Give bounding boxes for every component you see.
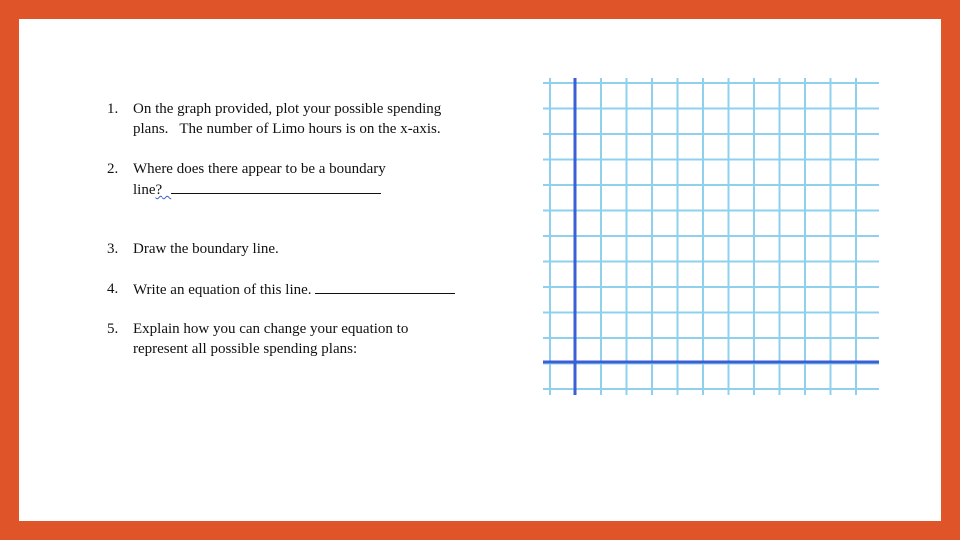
question-line: Write an equation of this line. [133,282,312,298]
question-number: 2. [107,161,119,177]
coordinate-grid[interactable] [543,78,879,395]
spellcheck-mark: ? [155,182,163,198]
question-line: On the graph provided, plot your possible spending [133,101,442,117]
question-line: plans. The number of Limo hours is on the x-axis. [133,121,441,137]
question-number: 1. [107,101,119,117]
question-text [133,99,513,139]
question-text [133,279,513,300]
question-number: 3. [107,241,119,257]
question-line [133,179,513,200]
spellcheck-squiggle [162,182,171,198]
answer-blank[interactable] [171,179,381,194]
question-text [133,319,513,359]
question-line: Explain how you can change your equation to [133,321,409,337]
question-text [133,159,513,200]
question-text: Draw the boundary line. [133,241,279,257]
question-line-text: line [133,182,156,198]
question-number: 4. [107,281,119,297]
question-number: 5. [107,321,119,337]
question-line: represent all possible spending plans: [133,341,358,357]
question-line: Where does there appear to be a boundary [133,161,386,177]
answer-blank[interactable] [315,279,455,294]
slide [19,19,941,521]
